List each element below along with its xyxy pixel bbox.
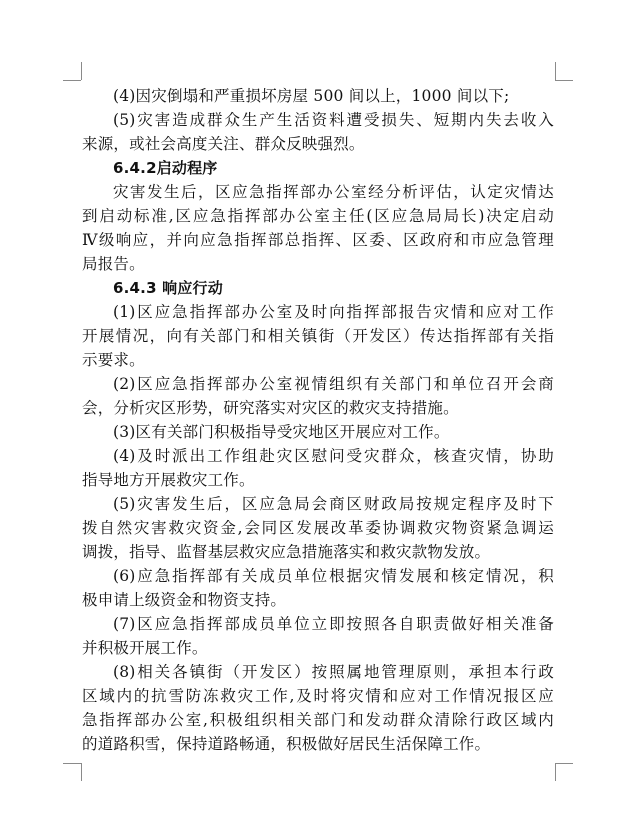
text-line: 拨自然灾害救灾资金,会同区发展改革委协调救灾物资紧急调运: [82, 519, 554, 537]
text-line: 来源，或社会高度关注、群众反映强烈。: [82, 135, 365, 153]
text-line: 并积极开展工作。: [82, 639, 208, 657]
text-line: (7)区应急指挥部成员单位立即按照各自职责做好相关准备: [113, 615, 554, 633]
crop-mark-bottom-left-h: [63, 763, 81, 764]
paragraph: [82, 564, 554, 612]
text-line: 区域内的抗雪防冻救灾工作,及时将灾情和应对工作情况报区应: [82, 687, 554, 705]
text-line: (8)相关各镇街（开发区）按照属地管理原则，承担本行政: [113, 663, 554, 681]
section-heading: [82, 276, 554, 300]
crop-mark-bottom-right-h: [555, 763, 573, 764]
text-line: (1)区应急指挥部办公室及时向指挥部报告灾情和应对工作: [113, 303, 554, 321]
text-line: (4)因灾倒塌和严重损坏房屋 500 间以上，1000 间以下;: [113, 87, 510, 105]
text-line: 6.4.3 响应行动: [113, 279, 223, 297]
text-line: 调拨，指导、监督基层救灾应急措施落实和救灾款物发放。: [82, 543, 491, 561]
text-line: 的道路积雪，保持道路畅通，积极做好居民生活保障工作。: [82, 735, 491, 753]
crop-mark-top-left-v: [81, 62, 82, 80]
crop-mark-bottom-right-v: [555, 763, 556, 781]
section-heading: [82, 156, 554, 180]
paragraph: [82, 420, 554, 444]
text-line: Ⅳ级响应，并向应急指挥部总指挥、区委、区政府和市应急管理: [82, 231, 554, 249]
document-body: [82, 84, 554, 756]
paragraph: [82, 612, 554, 660]
paragraph: [82, 492, 554, 564]
crop-mark-top-left-h: [63, 80, 81, 81]
text-line: (5)灾害发生后，区应急局会商区财政局按规定程序及时下: [113, 495, 554, 513]
text-line: 会，分析灾区形势，研究落实对灾区的救灾支持措施。: [82, 399, 459, 417]
text-line: 6.4.2启动程序: [113, 159, 218, 177]
text-line: 急指挥部办公室,积极组织相关部门和发动群众清除行政区域内: [82, 711, 554, 729]
paragraph: [82, 444, 554, 492]
paragraph: [82, 180, 554, 276]
text-line: 到启动标准,区应急指挥部办公室主任(区应急局局长)决定启动: [82, 207, 554, 225]
text-line: 极申请上级资金和物资支持。: [82, 591, 287, 609]
text-line: (6)应急指挥部有关成员单位根据灾情发展和核定情况，积: [113, 567, 554, 585]
text-line: (5)灾害造成群众生产生活资料遭受损失、短期内失去收入: [113, 111, 554, 129]
paragraph: [82, 108, 554, 156]
crop-mark-top-right-v: [555, 62, 556, 80]
paragraph: [82, 660, 554, 756]
text-line: (3)区有关部门积极指导受灾地区开展应对工作。: [113, 423, 450, 441]
text-line: (2)区应急指挥部办公室视情组织有关部门和单位召开会商: [113, 375, 554, 393]
crop-mark-bottom-left-v: [81, 763, 82, 781]
text-line: 局报告。: [82, 255, 145, 273]
text-line: 示要求。: [82, 351, 145, 369]
text-line: 指导地方开展救灾工作。: [82, 471, 255, 489]
text-line: 开展情况，向有关部门和相关镇街（开发区）传达指挥部有关指: [82, 327, 554, 345]
text-line: (4)及时派出工作组赴灾区慰问受灾群众，核查灾情，协助: [113, 447, 554, 465]
text-line: 灾害发生后，区应急指挥部办公室经分析评估，认定灾情达: [113, 183, 554, 201]
paragraph: [82, 300, 554, 372]
paragraph: [82, 84, 554, 108]
crop-mark-top-right-h: [555, 80, 573, 81]
paragraph: [82, 372, 554, 420]
